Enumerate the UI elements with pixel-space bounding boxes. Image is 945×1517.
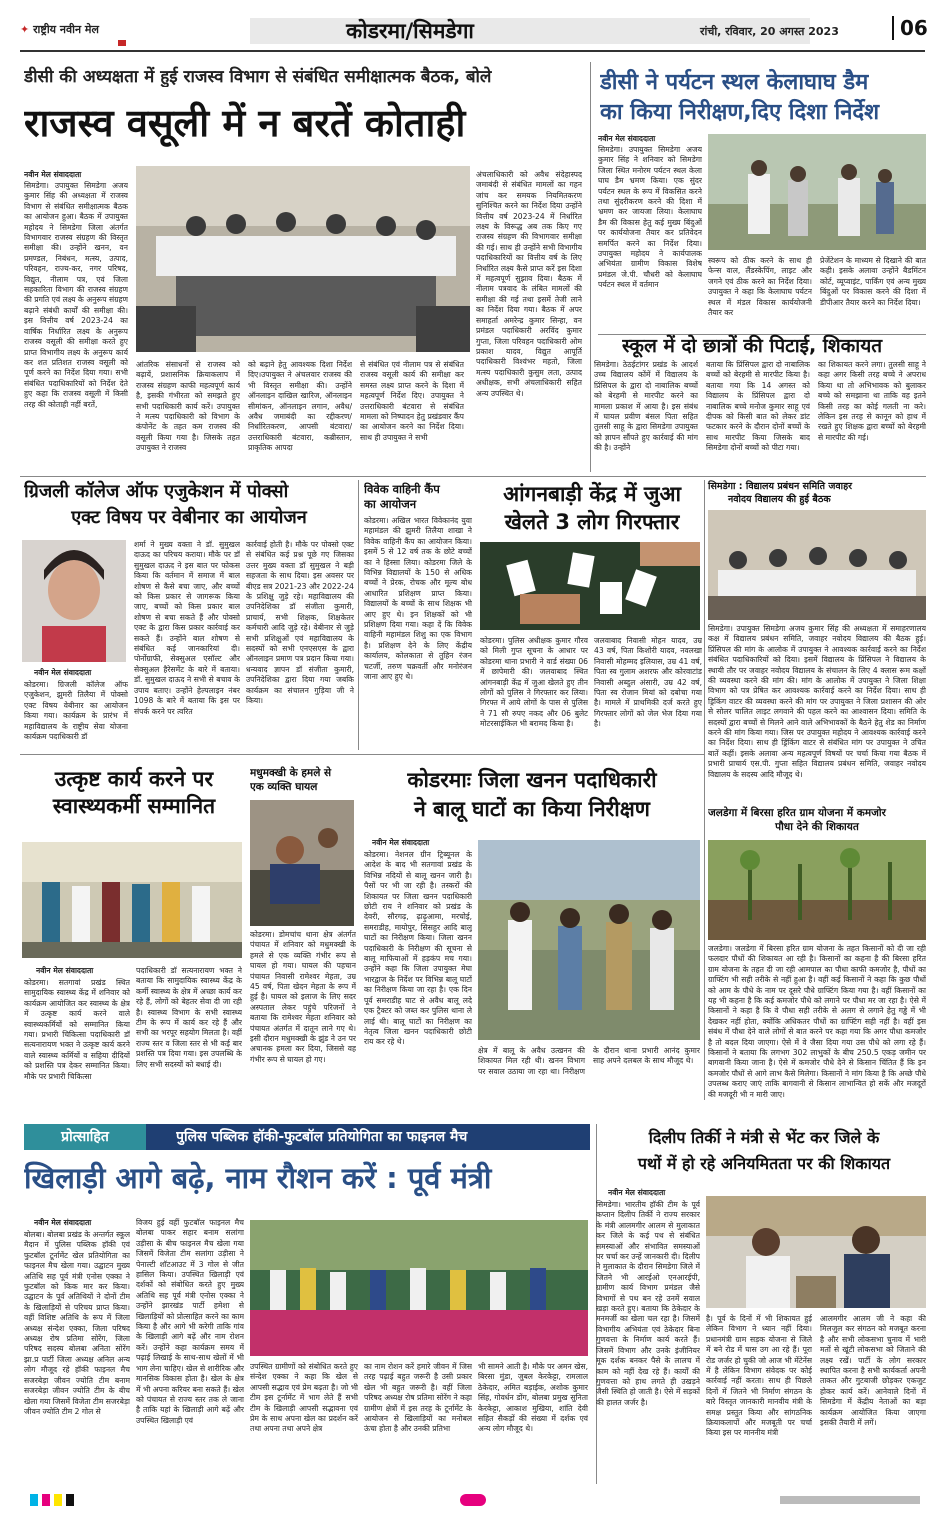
s12-badge: प्रोत्साहित (24, 1124, 146, 1150)
vertical-divider-1 (590, 62, 591, 472)
s9-col-2: पदाधिकारी डॉ सत्यनारायण भक्त ने बताया कि सामुदायिक स्वास्थ्य केंद्र के कर्मी स्वास्थ्य के क्षेत्र में अच्छा कार्य कर रहे हैं, लोगों को बेहतर सेवा दी जा रही है। स्वास्थ्य विभाग के सभी स्वास्थ्य टीम के रूप में कार्य कर रहे हैं और सभी का भरपूर सहयोग मिलता है। वहीं राज्य स्तर व जिला स्तर से भी कई बार प्रशस्ति पत्र दिया गया। इस उपलब्धि के लिए सभी सदस्यों को बधाई दी। (136, 966, 242, 1069)
s12-kicker: पुलिस पब्लिक हॉकी-फुटबॉल प्रतियोगिता का फाइनल मैच (176, 1129, 468, 1145)
s13-col-1: सिमडेगा। भारतीय हॉकी टीम के पूर्व कप्तान दिलीप तिर्की ने राज्य सरकार के मंत्री आलमगीर आलम से मुलाकात कर जिले के कई पथ से संबंधित समस्याओं और संभावित समस्याओं पर चर्चा कर उन्हें जानकारी दी। दिलीप ने मुलाकात के दौरान सिमडेगा जिले में जितने भी आरईओ एनआरईपी, ग्रामीण कार्य विभाग प्रमंडल जैसे विभागों से पथ बन रहे उनमें सवाल खड़ा करते हुए। बताया कि ठेकेदार के मनमर्जी का खेला चल रहा है। जिसमें विभागीय अभियंता एवं ठेकेदार बिना गुणवत्ता के निर्माण कार्य करते हैं। जिसमें विभाग और उनके इंजीनियर मूक दर्शक बनकर पैसे के लालच में काम को नहीं देख रहे हैं। कार्यों की गुणवत्ता को हाथ लगते ही उखड़ने जैसी स्थिति हो जाती है। ऐसे में सड़कों की हालत जर्जर है। (596, 1200, 700, 1407)
s13-byline: नवीन मेल संवाददाता (608, 1188, 666, 1197)
s8-headline-2: पौधा देने की शिकायत (775, 821, 859, 833)
s10-headline-2: एक व्यक्ति घायल (250, 781, 318, 793)
s11-headline-1: कोडरमाः जिला खनन पदाधिकारी (407, 768, 657, 792)
s2-col-1: सिमडेगा। उपायुक्त सिमडेगा अजय कुमार सिंह ने शनिवार को सिमडेगा जिला स्थित मनोरम पर्यटन स्थल केला घाघ डैम भ्रमण किया। एक सुंदर पर्यटन स्थल के रूप में विकसित करने तथा सुंदरीकरण करने की दिशा में भ्रमण कर जायजा लिया। केलाघाघ डैम की विकास हेतु कई मुख्य बिंदुओं पर कार्ययोजना तैयार कर प्रतिवेदन समर्पित करने का निर्देश दिया। उपायुक्त महोदय ने कार्यपालक अभियंता ग्रामीण विकास विशेष प्रमंडल जे.पी. चौधरी को केलाघाघ पर्यटन स्थल में वर्तमान (598, 145, 702, 290)
s7-photo-meeting (708, 510, 926, 620)
s9-col-1: कोडरमा। सतगावां प्रखंड स्थित सामुदायिक स्वास्थ्य केंद्र में शनिवार को कार्यक्रम आयोजित कर स्वास्थ्य के क्षेत्र में उत्कृष्ट कार्य करने वाले स्वास्थ्यकर्मियों को सम्मानित किया गया। प्रभारी चिकित्सा पदाधिकारी डॉ सत्यनारायण भक्त ने उत्कृष्ट कार्य करने वाले स्वास्थ्य कर्मियों व सहिया दीदियों को प्रशस्ति पत्र देकर सम्मानित किया। मौके पर प्रभारी चिकित्सा (24, 978, 130, 1081)
s1-photo-meeting (136, 166, 470, 352)
s7-kicker-line-2: नवोदय विद्यालय की हुई बैठक (728, 494, 831, 505)
section-title: कोडरमा/सिमडेगा (346, 19, 474, 43)
vertical-divider-2 (358, 480, 359, 750)
s12-col-3: उपस्थित ग्रामीणों को संबोधित करते हुए संन्देश एक्का ने कहा कि खेल से आपसी सद्भाव एवं प्रेम बढ़ता है। जो भी टीम इस टूर्नामेंट में भाग लेते हैं सभी टीम के खिलाड़ी आपसी सद्भावना एवं प्रेम के साथ अपना खेल का प्रदर्शन करें तथा अपना तथा अपने क्षेत्र (250, 1362, 358, 1434)
s9-photo-honour (22, 842, 242, 958)
s12-photo-match (250, 1220, 588, 1356)
s1-col-2: आंतरिक संसाधनों से राजस्व को बढ़ायें, प्रशासनिक क्रियाकलाप में राजस्व संग्रहण काफी महत्वपूर्ण कार्य है, इसकी गंभीरता को समझते हुए सभी पदाधिकारी कार्य करें। उपायुक्त ने मत्स्य पदाधिकारी को विभाग के कंपोनेंट के तहत कम राजस्व की वसूली किया गया है। जिसके तहत उपायुक्त ने राजस्व (136, 360, 240, 453)
s4-photo-speaker (22, 540, 126, 662)
s5-headline-2: का आयोजन (364, 497, 417, 511)
s10-col-1: कोडरमा। डोमचांच थाना क्षेत्र अंतर्गत पंचायत में शनिवार को मधुमक्खी के हमले से एक व्यक्ति गंभीर रूप से घायल हो गया। घायल की पहचान पंचायत निवासी रामेश्वर मेहता, उम्र 45 वर्ष, पिता खेदन मेहता के रूप में हुई है। घायल को इलाज के लिए सदर अस्पताल लेकर पहुंचे परिजनों ने बताया कि रामेश्वर मेहता शनिवार को पंचायत अंतर्गत में दातून लाने गए थे। इसी दौरान मधुमक्खी के झुंड ने उन पर अचानक हमला कर दिया, जिससे वह गंभीर रूप से घायल हो गए। (250, 930, 356, 1064)
s6-photo-cards (480, 542, 700, 630)
s3-col-1: सिमडेगा। ठेठईटांगर प्रखंड के आदर्श उच्च विद्यालय कोंमें में विद्यालय के प्रिंसिपल के द्वारा दो नाबालिक बच्चों को बेरहमी से मारपीट करने का मामला प्रकाश में आया है। इस संबंध में घायल प्रवीण बंसल पिता सहित तुलसी साहू के द्वारा सिमडेगा उपायुक्त को ज्ञापन सौंपते हुए कार्रवाई की मांग की है। उन्होंने (594, 360, 698, 453)
s12-col-2: विजय हुई वहीं फुटबॉल फाइनल मैच बोलबा पाकर सहार बनाम सलांगा उड़ीसा के बीच फाइनल मैच खेला गया जिसमें विजेता टीम सलांगा उड़ीसा ने पेनाल्टी शॉटआउट में 3 गोल से जीत हासिल किया। उपस्थित खिलाड़ी एवं दर्शकों को संबोधित करते हुए मुख्य अतिथि सह पूर्व मंत्री एनोस एक्का ने उन्होंने झारखंड पार्टी हमेशा से खिलाड़ियों को प्रोत्साहित करने का काम किया है और आगे भी करेगी ताकि गांव के खिलाड़ी आगे बढ़ें और नाम रोशन करें। उन्होंने कहा कार्यक्रम समय में पढ़ाई लिखाई के साथ-साथ खेलों में भी भाग लेना चाहिए। खेल से शारीरिक और मानसिक विकास होता है। खेल के क्षेत्र में भी अपना करियर बना सकते हैं। खेल को पंचायत से राज्य स्तर तक ले जाना है ताकि यहां के खिलाड़ी आगे बढ़ें और उपस्थित खिलाड़ी एवं (136, 1218, 244, 1425)
s9-headline-2: स्वास्थ्यकर्मी सम्मानित (52, 794, 216, 818)
s8-col-1: जलडेगा। जलडेगा में बिरसा हरित ग्राम योजना के तहत किसानों को दी जा रही फलदार पौधों की शिकायत आ रही है। किसानों का कहना है की बिरसा हरित ग्राम योजना के तहत दी जा रही आमपाल का पौधा काफी कमजोर है, पौधों का ग्राफ्टिंग भी सही तरीके से नहीं हुआ है। वहीं कई किसानों ने कहा कि कुछ पौधों को आम के पौधे के नाम पर दूसरे पौधे ग्राफ्टिंग किया गया है। वहीं किसानों का यह भी कहना है कि कई कमजोर पौधे को लगाने पर पौधा मर जा रहा है। ऐसे में किसानों ने कहा है कि वे पौधा सही तरीके से अलग से लगाने हेतु गड्ढे में भी देखकर नहीं होता, क्योंकि अधिकतर पौधों का ग्राफ्टिंग सही नहीं है। वहीं इस संबंध में पौधा देने वाले लोगों से बात करने पर कहा गया कि अगर पौधा कमजोर है तो बदल दिया जाएगा। ऐसे में वे जैसा दिया गया उस पौधे को लगा रहे हैं। किसानों ने बताया कि लगभग 302 लाभुकों के बीच 250.5 एकड़ जमीन पर बागवानी किया जाना है। ऐसे में कमजोर पौधे देने से किसान चिंतित हैं कि इन कमजोर पौधों से आगे लाभ कैसे मिलेगा। किसानों ने मांग किया है कि अच्छे पौधे उपलब्ध कराए जाएं ताकि बागवानी से किसान लाभान्वित हो सकें और मजदूरों की मजदूरी भी न मारी जाए। (708, 944, 926, 1099)
s13-headline-1: दिलीप तिर्की ने मंत्री से भेंट कर जिले के (648, 1128, 880, 1147)
s11-byline: नवीन मेल संवाददाता (372, 838, 430, 847)
horizontal-divider-2 (20, 754, 704, 755)
s4-headline-1: ग्रिजली कॉलेज ऑफ एजुकेशन में पोक्सो (24, 481, 289, 502)
s12-byline: नवीन मेल संवाददाता (34, 1218, 92, 1227)
masthead (0, 0, 945, 52)
horizontal-divider-1 (20, 476, 926, 477)
s3-col-3: का शिकायत करने लगा। तुलसी साहू ने कहा अगर किसी तरह बच्चे ने अपराध किया था तो अभिभावक को बुलाकर बच्चे को समझाना था ताकि वह इतने किसी तरह का कोई गलती ना करे। लेकिन इस तरह से कानून को हाथ में रखते हुए शिक्षक द्वारा बच्चों को बेरहमी से मारपीट की गई। (818, 360, 926, 442)
footer-register-mark (460, 1494, 486, 1506)
s4-col-2: शर्मा ने मुख्य वक्ता ने डॉ. सुमुखल दाऊद का परिचय कराया। मौके पर डॉ सुमुखल दाऊद ने इस बात पर फोकस किया कि वर्तमान में समाज में बाल शोषण से कैसे बचा जाए, और बच्चों को किस प्रकार से जागरूक किया जाए, बच्चों को किस प्रकार बाल शोषण से बचा सकते हैं और पोक्सो एक्ट के द्वारा किस प्रकार कार्रवाई कर सकते हैं। उन्होंने बाल शोषण से संबंधित कई जानकारियां दी। पोर्नोग्राफी, सेक्सुअल एसॉल्ट और सेक्सुअल हैरेसमेंट के बारे में बताया। डॉ. सुमुखल दाऊद ने सभी से बचाव के उपाय बताए। उन्होंने हेल्पलाइन नंबर 1098 के बारे में बताया कि इस पर संपर्क करने पर त्वरित (134, 540, 240, 716)
s4-headline-2: एक्ट विषय पर वेबीनार का आयोजन (71, 507, 307, 528)
s9-byline: नवीन मेल संवाददाता (36, 966, 94, 975)
s4-col-1: कोडरमा। ग्रिजली कॉलेज ऑफ एजुकेशन, झुमरी तिलैया में पोक्सो एक्ट विषय वेबीनार का आयोजन किया गया। कार्यक्रम के प्रारंभ में महाविद्यालय के राष्ट्रीय सेवा योजना कार्यक्रम पदाधिकारी डॉ (24, 680, 128, 742)
vertical-divider-3 (704, 480, 705, 1100)
masthead-logo: ✦ राष्ट्रीय नवीन मेल (20, 23, 99, 36)
s11-col-1: कोडरमा। नेशनल ग्रीन ट्रिब्यूनल के आदेश के बाद भी सतगावां प्रखंड के विभिन्न नदियों से बालू खनन जारी है। पैसों पर भी जा रही है। तस्करों की शिकायत पर जिला खनन पदाधिकारी छोटी राय ने शनिवार को प्रखंड के देवरी, सौरगढ़, ढ़ाढ़ुआमा, मरचोई, समराडीह, मायोपुर, सिसहुर आदि बालू घाटों का निरीक्षण किया। जिला खनन पदाधिकारी के निरीक्षण की सूचना से बालू माफियाओं में हड़कंप मच गया। उन्होंने कहा कि जिला उपायुक्त मेघा भारद्वाज के निर्देश पर विभिन्न बालू घाटों का निरीक्षण किया जा रहा है। एक दिन पूर्व समराडीह घाट से अवैध बालू लदे एक ट्रैक्टर को जब्त कर पुलिस थाना ले लाई थी। बालू घाटों का निरीक्षण का नेतृत्व जिला खनन पदाधिकारी छोटी राय कर रहे थे। (364, 850, 472, 1047)
bird-icon: ✦ (20, 23, 30, 36)
s4-byline: नवीन मेल संवाददाता (34, 668, 92, 677)
s7-kicker-line-1: सिमडेगा : विद्यालय प्रबंधन समिति जवाहर (708, 481, 853, 492)
s5-col-1: कोडरमा। अखिल भारत विवेकानंद युवा महामंडल की झुमरी तिलैया शाखा ने विवेक वाहिनी कैंप का आयोजन किया। इसमें 5 से 12 वर्ष तक के छोटे बच्चों का ने हिस्सा लिया। कोडरमा जिले के विभिन्न विद्यालयों के 150 से अधिक बच्चों ने प्रेरक, रोचक और मूल्य बोध आधारित प्रशिक्षण प्राप्त किया। विद्यालयों के बच्चों के साथ शिक्षक भी आए हुए थे। इन शिक्षकों को भी प्रशिक्षण दिया गया। कहा दें कि विवेक वाहिनी महामंडल शिशु का एक विभाग है। प्रशिक्षण देने के लिए केंद्रीय कार्यालय, कोलकाता से तुहिन रंजन चटर्जी, तरुण चक्रवर्ती और मनोरंजन जाना आए हुए थे। (364, 516, 472, 682)
footer-yellow-swatch (54, 1494, 62, 1506)
s13-col-2: है। पूर्व के दिनों में भी शिकायत हुई लेकिन विभाग ने ध्यान नहीं दिया। प्रधानमंत्री ग्राम सड़क योजना से जिले में बने रोड में घास उग आ रहे हैं। पूरा रोड जर्जर हो चुकी जो आज भी मेंटेनेंस में है लेकिन विभाग संवेदक पर कोई कार्रवाई नहीं करता। साथ ही पिछले दिनों में जितने भी निर्माण संगठन के बारे विस्तृत जानकारी मानवीय मंत्री के समक्ष प्रस्तुत किया और सांगठनिक क्रियाकलापों और मजबूती पर चर्चा किया इस पर माननीय मंत्री (706, 1314, 812, 1438)
s5-headline-1: विवेक वाहिनी कैंप (364, 482, 440, 496)
dateline: रांची, रविवार, 20 अगस्त 2023 (700, 25, 839, 38)
s7-col-1: सिमडेगा। उपायुक्त सिमडेगा अजय कुमार सिंह की अध्यक्षता में समाहरणालय कक्ष में विद्यालय प्रबंधन समिति, जवाहर नवोदय विद्यालय की बैठक हुई। प्रिंसिपल की मांग के आलोक में उपायुक्त ने आवश्यक कार्रवाई करने का निर्देश संबंधित पदाधिकारियों को दिया। इसमें विद्यालय के प्रिंसिपल ने विद्यालय के स्थायी तौर पर जवाहर नवोदय विद्यालय के संचालन के लिए 4 क्लास रूम कक्षों की व्यवस्था करने की मांग की। मांग के आलोक में उपायुक्त ने जिला शिक्षा विभाग को पत्र प्रेषित कर आवश्यक कार्रवाई करने का निर्देश दिया। साथ ही ड्रिकिंग वाटर की व्यवस्था करने की मांग पर उपायुक्त ने जिला प्रशासन की ओर से सोलर चालित लाइट लगवाने की पहल करने का आश्वासन दिया। समिति के सदस्यों द्वारा बच्चों से मिलने आने वाले अभिभावकों के बैठने हेतु शेड का निर्माण करने की मांग किया गया। जिस पर उपायुक्त महोदय ने आवश्यक कार्रवाई करने का निर्देश दिया। साथ ही ड्रिंकिंग वाटर से संबंधित मांग पर उपायुक्त ने उचित बातें कहीं। इसके अलावा अन्य महत्वपूर्ण विषयों पर चर्चा किया गया बैठक में प्रभारी प्राचार्य एस.पी. गुप्ता सहित विद्यालय प्रबंधन समिति, जवाहर नवोदय विद्यालय के सदस्य आदि मौजूद थे। (708, 624, 926, 779)
s12-headline: खिलाड़ी आगे बढ़े, नाम रौशन करें : पूर्व मंत्री (24, 1161, 492, 1195)
s12-col-1: बोलबा। बोलबा प्रखंड के अन्तर्गत स्कूल मैदान में पुलिस पब्लिक हॉकी एवं फुटबॉल टूर्नामेंट खेल प्रतियोगिता का फाइनल मैच खेला गया। उद्घाटन मुख्य अतिथि सह पूर्व मंत्री एनोस एक्का ने फुटबॉल को किक मार कर किया। उद्घाटन के पूर्व अतिथियों ने दोनों टीम के खिलाड़ियों से परिचय प्राप्त किया। वहीं विशिष्ट अतिथि के रूप में जिला अध्यक्ष संन्देश एक्का, जिला परिषद अध्यक्ष रोष प्रतिमा सोरेंग, जिला परिषद सदस्य बोलबा अनिता सोरेंग झा.प्र पार्टी जिला अध्यक्ष अनिल अन्य लोग मौजूद रहे हॉकी फाइनल मैच सजरबेड़ा जीवन ज्योति टीम बनाम सजरबेड़ा जीवन ज्योति टीम के बीच खेला गया जिसमें विजेता टीम सजरबेड़ा जीवन ज्योति टीम 2 गोल से (24, 1230, 130, 1416)
s2-byline: नवीन मेल संवाददाता (598, 134, 656, 143)
s1-col-3: को बढ़ाने हेतु आवश्यक दिशा निर्देश दिए।उपायुक्त ने अंचलवार राजस्व की भी विस्तृत समीक्षा की। उन्होंने ऑनलाइन दाखिल खारिज, ऑनलाइन सीमांकन, ऑनलाइन लगान, अवैध/अवैध जमाबंदी का रद्दीकरण/निर्धारितकरण, आपसी बंटवारा/उत्तराधिकारी बंटवारा, कब्रीस्तान, प्राकृतिक आपदा (248, 360, 352, 453)
s2-headline-1: डीसी ने पर्यटन स्थल केलाघाघ डैम (600, 70, 869, 95)
s1-col-4: से संबंधित एवं नीलाम पत्र से संबंधित राजस्व वसूली कार्य की समीक्षा कर समस्त लक्ष्य प्राप्त करने के दिशा में महत्वपूर्ण निर्देश दिए। उपायुक्त ने उत्तराधिकारी बंटवारा से संबंधित मामला को निष्पादन हेतु प्रखंडवार कैंप का आयोजन करने का निर्देश दिया। साथ ही उपायुक्त ने सभी (360, 360, 464, 442)
s10-headline-1: मधुमक्खी के हमले से (250, 767, 332, 779)
s13-headline-2: पथों में हो रहे अनियमितता पर की शिकायत (637, 1154, 891, 1173)
s1-col-1: सिमडेगा। उपायुक्त सिमडेगा अजय कुमार सिंह की अध्यक्षता में राजस्व विभाग से संबंधित समीक्षात्मक बैठक का आयोजन हुआ। बैठक में उपायुक्त महोदय ने सिमडेगा जिला अंतर्गत विभागवार राजस्व संग्रहण की विस्तृत समीक्षा की। उन्होंने खनन, वन प्रमण्डल, निबंधन, मत्स्य, उत्पाद, परिवहन, राज्य-कर, नगर परिषद, विद्युत, नीलाम पत्र, एवं जिला सहकारिता विभाग की राजस्व संग्रहण की प्रगति एवं लक्ष्य के अनुरूप संग्रहण बढ़ाने संबंधी कार्यों की समीक्षा की। इस वित्तीय वर्ष 2023-24 का वार्षिक निर्धारित लक्ष्य के अनुरूप राजस्व वसूली की समीक्षा करते हुए प्राप्त विभागीय लक्ष्य के अनुरूप कार्य कर शत प्रतिशत राजस्व वसूली को पूर्ण करने का निर्देश दिया गया। सभी संबंधित पदाधिकारियों को निर्देश देते हुए कहा कि राजस्व वसूली में किसी तरह की कोताही नहीं बरतें, (24, 181, 128, 409)
s1-col-5: अंचलाधिकारी को अवैध संदेहास्पद जमाबंदी से संबंधित मामलों का गहन जांच कर समयक नियमितकरण सुनिश्चित करने का निर्देश दिया उन्होंने वित्तीय वर्ष 2023-24 में निर्धारित लक्ष्य के विरूद्ध अब तक किए गए राजस्व संग्रहण की विभागवार समीक्षा की गई। साथ ही उन्होंने सभी विभागीय पदाधिकारियों का वित्तीय वर्ष के लिए निर्धारित लक्ष्य कैसे प्राप्त करें इस दिशा में महत्वपूर्ण सुझाव दिया। बैठक में नीलाम पत्रवाद के लंबित मामलों की समीक्षा की गई तथा इसमें तेजी लाने का निर्देश दिया गया। बैठक में अपर समाहर्ता अमरेन्द्र कुमार सिन्हा, वन प्रमंडल पदाधिकारी अरविंद कुमार गुप्ता, जिला परिवहन पदाधिकारी ओम प्रकाश यादव, विद्युत आपूर्ति पदाधिकारी विश्वंभर महतो, जिला मत्स्य पदाधिकारी कुसुम लता, उत्पाद अधीक्षक, सभी अंचलाधिकारी सहित अन्य उपस्थित थे। (476, 170, 582, 398)
s8-photo-saplings (708, 840, 926, 940)
s12-col-4: का नाम रोशन करें हमारे जीवन में जिस तरह पढ़ाई बहुत जरूरी है उसी प्रकार खेल भी बहुत जरूरी है। वहीं जिला परिषद अध्यक्ष रोष प्रतिमा सोरेंग ने कहा ग्रामीण क्षेत्रों में इस तरह के टूर्नामेंट के आयोजन से खिलाड़ियों का मनोबल ऊंचा होता है और उनकी प्रतिभा (364, 1362, 472, 1434)
s10-photo-victim (250, 800, 354, 926)
s2-col-3: प्रेजेंटेशन के माध्यम से दिखाने की बात कही। इसके अलावा उन्होंने बैडमिंटन कोर्ट, व्यूप्वाइंट, पार्किंग एवं अन्य मुख्य बिंदुओं पर विकास करने की दिशा में डीपीआर तैयार करने का निर्देश दिया। (820, 256, 926, 307)
s13-photo-meeting (706, 1196, 926, 1308)
s8-headline-1: जलडेगा में बिरसा हरित ग्राम योजना में कमजोर (708, 807, 886, 819)
s11-col-2: क्षेत्र में बालू के अवैध उत्खनन की शिकायत मिल रही थी। खनन विभाग पर सवाल उठाया जा रहा था। निरीक्षण के दौरान थाना प्रभारी आनंद कुमार साह अपने दलबल के साथ मौजूद थे। (478, 1046, 700, 1076)
page-number: 06 (892, 16, 928, 40)
s1-byline: नवीन मेल संवाददाता (24, 170, 82, 179)
footer-grey-bar (780, 1496, 920, 1504)
s3-headline: स्कूल में दो छात्रों की पिटाई, शिकायत (622, 335, 883, 357)
footer-color-strip (20, 1494, 926, 1506)
s13-col-3: आलमगीर आलम जी ने कहा की मिलजुल कर संगठन को मजबूत करना है और सभी लोकसभा चुनाव में भारी मतों से खूंटी लोकसभा को जिताने की लक्ष्य रखें। पार्टी के लोग सरकार स्थापित करना है सभी कार्यकर्ता अपनी ताकत और गुटबाजी छोड़कर एकजुट होकर कार्य करें। आनेवाले दिनों में सिमडेगा में केंद्रीय नेताओं का बड़ा कार्यक्रम आयोजित किया जाएगा इसकी तैयारी में लगें। (820, 1314, 926, 1428)
footer-black-swatch (66, 1494, 74, 1506)
s6-headline-1: आंगनबाड़ी केंद्र में जुआ (503, 482, 681, 506)
s1-headline: राजस्व वसूली में न बरतें कोताही (24, 101, 466, 145)
s3-col-2: बताया कि प्रिंसिपल द्वारा दो नाबालिक बच्चों को बेरहमी से मारपीट किया है। बताया गया कि 14 अगस्त को विद्यालय के प्रिंसिपल द्वारा दो नाबालिक बच्चे मनोज कुमार साहू एवं दीपक को किसी बात को लेकर डांट फटकार करने के दौरान दोनों बच्चों के साथ मारपीट किया जिसके बाद सिमडेगा दोनों बच्चों को पीटा गया। (706, 360, 810, 453)
s1-kicker: डीसी की अध्यक्षता में हुई राजस्व विभाग से संबंधित समीक्षात्मक बैठक, बोले (24, 67, 492, 87)
s2-photo-inspection (708, 134, 926, 250)
s9-headline-1: उत्कृष्ट कार्य करने पर (54, 767, 214, 791)
s4-col-3: कार्रवाई होती है। मौके पर पोक्सो एक्ट से संबंधित कई प्रश्न पूछे गए जिसका उत्तर मुख्य वक्ता डॉ सुमुखल ने बड़ी सहजता के साथ दिया। इस अवसर पर बीएड सत्र 2021-23 और 2022-24 के प्रशिक्षु जुड़े रहे। महाविद्यालय की उपनिदेशिका डॉ संजीता कुमारी, प्राचार्य, सभी शिक्षक, शिक्षकेतर कर्मचारी आदि जुड़े रहे। वेबीनार से जुड़े सभी प्रशिक्षुओं एवं महाविद्यालय के सदस्यों को सभी एनएसएस के द्वारा ऑनलाइन प्रमाण पत्र प्रदान किया गया। धन्यवाद ज्ञापन डॉ संजीता कुमारी, उपनिदेशिका द्वारा दिया गया जबकि कार्यक्रम का संचालन गुड़िया जी ने किया। (246, 540, 354, 706)
s12-col-5: भी सामने आती है। मौके पर अमन खेस, बिरसा मुंडा, जुबल केरकेट्टा, रामलाल ठेकेदार, अमित बड़ाईक, अशोक कुमार सिंह, गोवर्धन डोंग, बोलबा प्रमुख सुनिता केरकेट्टा, आकाश मुखिया, शांति देवी सहित सैकड़ों की संख्या में दर्शक एवं अन्य लोग मौजूद थे। (478, 1362, 588, 1434)
s2-headline-2: का किया निरीक्षण,दिए दिशा निर्देश (600, 100, 880, 125)
s11-headline-2: ने बालू घाटों का किया निरीक्षण (414, 797, 650, 821)
s7-kicker (708, 480, 926, 506)
masthead-rule (20, 50, 925, 52)
s6-col-2: जलवाबाद निवासी मोहन यादव, उम्र 43 वर्ष, पिता किशोरी यादव, नवलखा निवासी मोहम्मद इलियास, उम्र 41 वर्ष, पिता स्व गुलाम अशरफ और कोरवाटांड निवासी अब्दुल अंसारी, उम्र 42 वर्ष, पिता स्व रोजान मियां को दबोचा गया है। मामले में प्राथमिकी दर्ज करते हुए गिरफ्तार लोगों को जेल भेज दिया गया है। (594, 636, 702, 729)
footer-magenta-swatch (42, 1494, 50, 1506)
s6-headline-2: खेलते 3 लोग गिरफ्तार (504, 510, 680, 534)
s6-col-1: कोडरमा। पुलिस अधीक्षक कुमार गौरव को मिली गुप्त सूचना के आधार पर कोडरमा थाना प्रभारी ने वार्ड संख्या 06 में छापेमारी की। जलवाबाद स्थित आंगनबाड़ी केंद्र में जुआ खेलते हुए तीन लोगों को पुलिस ने गिरफ्तार कर लिया। गिरफ्त में आये लोगों के पास से पुलिस ने 71 सौ रुपए नकद और 06 बुलेट मोटरसाईकिल भी बरामद किया है। (480, 636, 588, 729)
masthead-color-strip (118, 40, 126, 46)
s2-col-2: स्वरूप को ठीक करने के साथ ही फेन्स वाल, लैंडस्केपिंग, लाइट और जगने एवं ठीक करने का निर्देश दिया। उपायुक्त ने कहा कि केलाघाघ पर्यटन स्थल में मंडल विकास कार्ययोजनी तैयार कर (708, 256, 812, 318)
footer-cyan-swatch (30, 1494, 38, 1506)
s11-photo-inspection (478, 840, 700, 1040)
